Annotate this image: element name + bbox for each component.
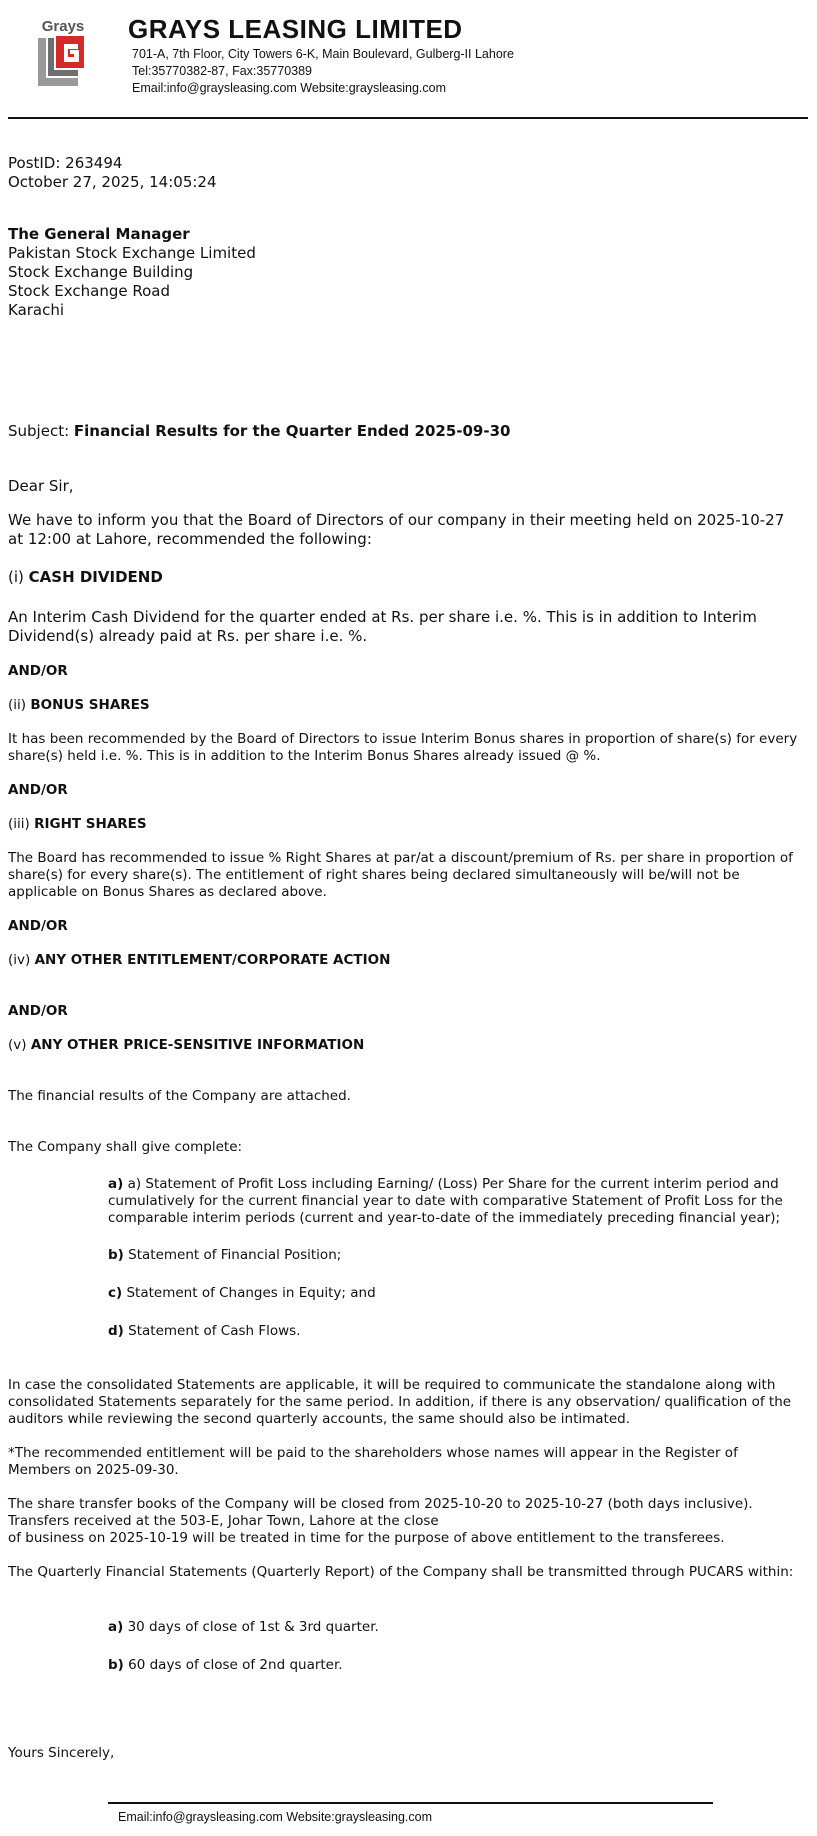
cash-dividend-body: An Interim Cash Dividend for the quarter ended at Rs. per share i.e. %. This is in addition to Interim Dividend(s) already paid at Rs. per share i.e. %. xyxy=(8,608,757,645)
section-number: (i) xyxy=(8,568,24,586)
transfer-line: Transfers received at the 503-E, Johar Town, Lahore at the close xyxy=(8,1513,439,1529)
addressee-line: Karachi xyxy=(8,301,65,319)
transfer-line: The share transfer books of the Company will be closed from 2025-10-20 to 2025-10-27 (both days inclusive). xyxy=(8,1496,753,1512)
deadline-text: 30 days of close of 1st & 3rd quarter. xyxy=(127,1619,379,1635)
statement-text: Statement of Changes in Equity; and xyxy=(126,1285,376,1301)
logo-mark-icon xyxy=(34,18,92,88)
company-address: 701-A, 7th Floor, City Towers 6-K, Main Boulevard, Gulberg-II Lahore xyxy=(132,47,514,61)
addressee-line: Stock Exchange Building xyxy=(8,263,194,281)
deadline-text: 60 days of close of 2nd quarter. xyxy=(128,1657,343,1673)
statement-label: d) xyxy=(108,1323,124,1339)
header-divider xyxy=(8,117,808,119)
addressee-title: The General Manager xyxy=(8,225,190,243)
statement-item xyxy=(108,1176,798,1227)
closing-text: Yours Sincerely, xyxy=(8,1745,115,1761)
and-or-label: AND/OR xyxy=(8,663,68,679)
deadline-item xyxy=(108,1619,798,1636)
salutation: Dear Sir, xyxy=(8,477,74,495)
footer-divider xyxy=(108,1802,713,1804)
section-cash-dividend-heading xyxy=(8,568,163,587)
pucars-paragraph: The Quarterly Financial Statements (Quarterly Report) of the Company shall be transmitted through PUCARS within: xyxy=(8,1564,794,1580)
transfer-line: of business on 2025-10-19 will be treated in time for the purpose of above entitlement to the transferees. xyxy=(8,1530,725,1546)
intro-paragraph: We have to inform you that the Board of Directors of our company in their meeting held on 2025-10-27 at 12:00 at Lahore, recommended the following: xyxy=(8,511,785,548)
deadline-label: b) xyxy=(108,1657,124,1673)
footer-email-website: Email:info@graysleasing.com Website:graysleasing.com xyxy=(118,1810,432,1824)
and-or-label: AND/OR xyxy=(8,782,68,798)
statement-item xyxy=(108,1247,798,1264)
entitlement-note: *The recommended entitlement will be paid to the shareholders whose names will appear in the Register of Members on 2025-09-30. xyxy=(8,1445,738,1478)
bonus-shares-body: It has been recommended by the Board of Directors to issue Interim Bonus shares in proportion of share(s) for every share(s) held i.e. %. This is in addition to the Interim Bonus Shares already issued @ %. xyxy=(8,731,798,764)
statement-label: c) xyxy=(108,1285,123,1301)
and-or-label: AND/OR xyxy=(8,1003,68,1019)
section-other-entitlement-heading xyxy=(8,952,390,969)
section-title: CASH DIVIDEND xyxy=(28,568,163,586)
company-logo xyxy=(34,18,92,88)
deadline-label: a) xyxy=(108,1619,124,1635)
results-attached-text: The financial results of the Company are attached. xyxy=(8,1088,351,1104)
subject-line xyxy=(8,422,510,441)
statement-text: a) Statement of Profit Loss including Earning/ (Loss) Per Share for the current interim period and cumulatively for the current financial year to date with comparative Statement of Profit Loss for the comparable interim periods (current and year-to-date of the immediately preceding financial year); xyxy=(108,1176,783,1226)
section-number: (iii) xyxy=(8,816,30,832)
addressee-line: Stock Exchange Road xyxy=(8,282,170,300)
letterhead xyxy=(0,0,817,118)
deadline-item xyxy=(108,1657,798,1674)
section-price-sensitive-heading xyxy=(8,1037,364,1054)
post-datetime: October 27, 2025, 14:05:24 xyxy=(8,173,217,191)
section-number: (ii) xyxy=(8,697,27,713)
section-title: ANY OTHER PRICE-SENSITIVE INFORMATION xyxy=(30,1037,365,1053)
company-phone-fax: Tel:35770382-87, Fax:35770389 xyxy=(132,64,313,78)
statement-text: Statement of Cash Flows. xyxy=(128,1323,301,1339)
section-title: RIGHT SHARES xyxy=(34,816,147,832)
and-or-label: AND/OR xyxy=(8,918,68,934)
section-title: ANY OTHER ENTITLEMENT/CORPORATE ACTION xyxy=(34,952,391,968)
section-bonus-shares-heading xyxy=(8,697,150,714)
shall-give-text: The Company shall give complete: xyxy=(8,1139,243,1155)
company-name: GRAYS LEASING LIMITED xyxy=(128,14,463,44)
statement-item xyxy=(108,1285,798,1302)
company-email-website: Email:info@graysleasing.com Website:graysleasing.com xyxy=(132,81,446,95)
logo-wordmark: Grays xyxy=(41,18,85,35)
subject-text: Financial Results for the Quarter Ended 2025-09-30 xyxy=(73,422,511,440)
section-number: (iv) xyxy=(8,952,31,968)
section-right-shares-heading xyxy=(8,816,147,833)
addressee-line: Pakistan Stock Exchange Limited xyxy=(8,244,256,262)
statement-label: b) xyxy=(108,1247,124,1263)
right-shares-body: The Board has recommended to issue % Right Shares at par/at a discount/premium of Rs. per share in proportion of share(s) for every share(s). The entitlement of right shares being declared simultaneously will be/will not be applicable on Bonus Shares as declared above. xyxy=(8,850,793,900)
post-id: PostID: 263494 xyxy=(8,154,123,172)
subject-label: Subject: xyxy=(8,422,70,440)
section-number: (v) xyxy=(8,1037,27,1053)
statement-text: Statement of Financial Position; xyxy=(128,1247,342,1263)
statement-label: a) xyxy=(108,1176,124,1192)
section-title: BONUS SHARES xyxy=(30,697,150,713)
consolidated-paragraph: In case the consolidated Statements are applicable, it will be required to communicate the standalone along with consolidated Statements separately for the same period. In addition, if there is any observation/ qualification of the auditors while reviewing the second quarterly accounts, the same should also be intimated. xyxy=(8,1377,792,1427)
statement-item xyxy=(108,1323,798,1340)
